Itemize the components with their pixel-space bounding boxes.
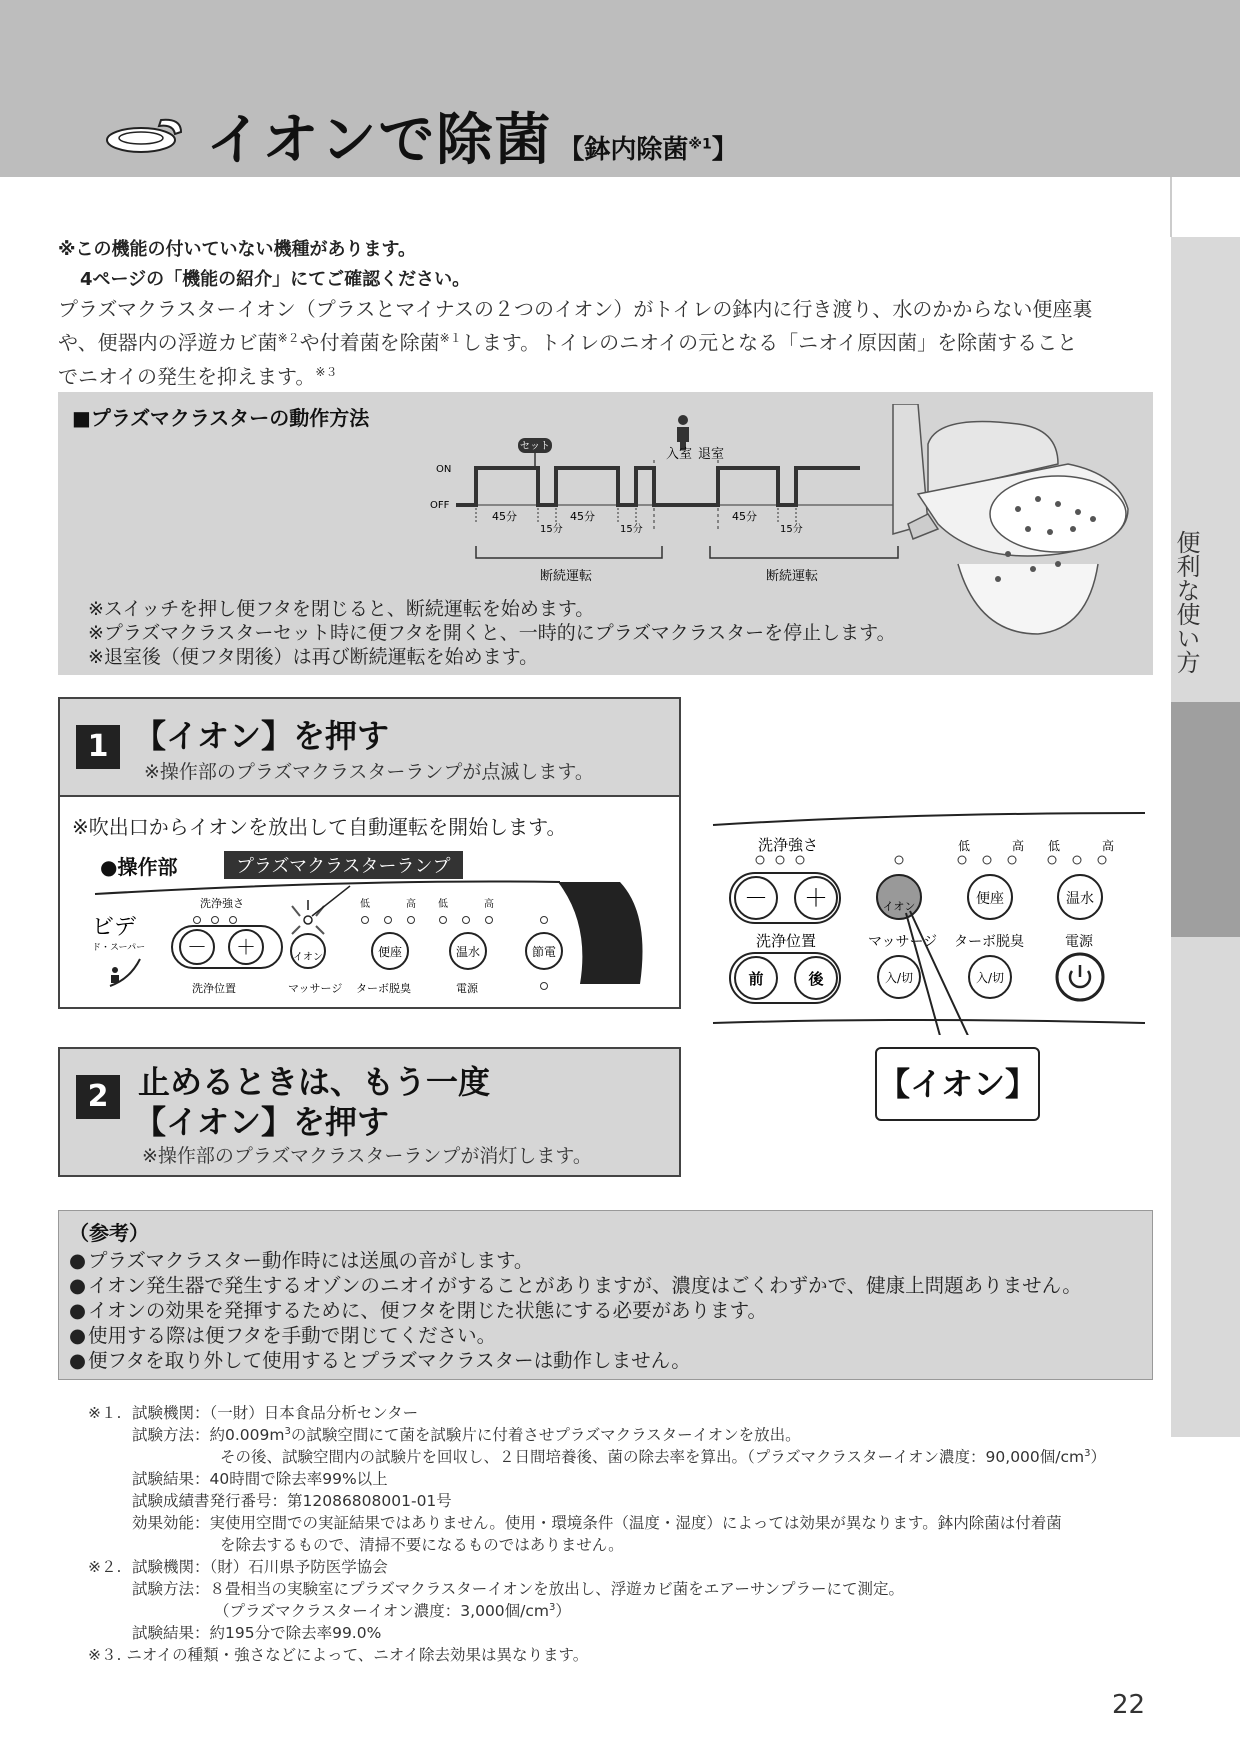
svg-text:温水: 温水 <box>455 945 481 959</box>
footnote-3: ※３. ニオイの種類・強さなどによって、ニオイ除去効果は異なります。 <box>88 1646 589 1664</box>
svg-text:高: 高 <box>406 899 416 910</box>
plasma-lamp-small <box>304 916 312 924</box>
step-2-sub: ※操作部のプラズマクラスターランプが消灯します。 <box>142 1145 592 1167</box>
svg-text:イオン: イオン <box>293 952 323 963</box>
reference-item: ● イオン発生器で発生するオゾンのニオイがすることがありますが、濃度はごくわずかで、健康上問題ありません。 <box>69 1273 1142 1298</box>
notice-line-2: 4ページの「機能の紹介」にてご確認ください。 <box>80 269 471 290</box>
interval-15-b: 15分 <box>620 524 643 535</box>
timing-diagram <box>428 400 928 600</box>
on-label: ON <box>436 464 452 475</box>
svg-text:高: 高 <box>1012 839 1025 853</box>
turbo-small: ターボ脱臭 <box>356 982 411 995</box>
off-label: OFF <box>430 500 450 511</box>
svg-text:後: 後 <box>808 970 824 988</box>
operation-note-1: ※スイッチを押し便フタを閉じると、断続運転を始めます。 <box>88 598 595 620</box>
interval-45-a: 45分 <box>492 510 517 523</box>
svg-text:節電: 節電 <box>531 945 557 959</box>
toilet-seat-icon <box>103 112 185 156</box>
step-1-box <box>58 697 681 1009</box>
footnote-2-result: 試験結果：約195分で除去率99.0% <box>132 1624 382 1642</box>
bidet-sub-label: ド・スーパー <box>92 943 146 953</box>
lamp-blink-rays <box>292 900 324 934</box>
svg-text:便座: 便座 <box>976 891 1004 907</box>
svg-text:低: 低 <box>438 899 448 910</box>
svg-text:低: 低 <box>1048 839 1061 853</box>
toilet-illustration <box>888 404 1148 644</box>
footnote-1-report: 試験成績書発行番号：第12086808001-01号 <box>132 1492 452 1510</box>
footnote-2-method: 試験方法：８畳相当の実験室にプラズマクラスターイオンを放出し、浮遊カビ菌をエアーサンプラーにて測定。 <box>132 1580 905 1598</box>
bidet-label: ビデ <box>92 915 137 940</box>
wash-position-small: 洗浄位置 <box>192 982 236 995</box>
side-tab-label: 便利な使い方 <box>1172 530 1200 674</box>
interval-15-a: 15分 <box>540 524 563 535</box>
step-2-title-line-1: 止めるときは、もう一度 <box>138 1063 491 1101</box>
control-panel-small <box>60 874 679 1007</box>
wash-strength-large: 洗浄強さ <box>758 836 819 854</box>
wash-position-large: 洗浄位置 <box>756 932 817 950</box>
step-1-number: 1 <box>76 725 120 769</box>
intermittent-label-a: 断続運転 <box>540 569 593 584</box>
page-title: イオンで除菌 <box>206 108 553 173</box>
ion-callout: 【イオン】 <box>875 1047 1040 1121</box>
side-tab-highlight <box>1171 702 1240 937</box>
operation-box <box>58 392 1153 675</box>
svg-text:低: 低 <box>958 839 971 853</box>
step-2-box <box>58 1047 681 1177</box>
svg-text:入/切: 入/切 <box>975 971 1005 985</box>
svg-text:便座: 便座 <box>377 945 403 959</box>
step-1-sub: ※操作部のプラズマクラスターランプが点滅します。 <box>144 761 594 783</box>
footnote-1-org: 試験機関：（一財）日本食品分析センター <box>132 1404 419 1422</box>
footnote-1-method: 試験方法：約$0.009m^3$の試験空間にて菌を試験片に付着させプラズマクラスターイオンを放出。 <box>132 1425 801 1444</box>
intro-paragraph: プラズマクラスターイオン（プラスとマイナスの２つのイオン）がトイレの鉢内に行き渡り、水のかからない便座裏 や、便器内の浮遊カビ菌$^{※2}$や付着菌を除菌$^{※1}$します。トイレのニオイの元となる「ニオイ原因菌」を除菌すること でニオイの発生を抑えます。$^{※3}$ <box>58 297 1093 389</box>
panel-label: ●操作部 <box>100 855 178 879</box>
interval-45-c: 45分 <box>732 510 757 523</box>
svg-text:＋: ＋ <box>804 884 828 912</box>
footnote-1-label: ※１. <box>88 1404 122 1422</box>
svg-text:イオン: イオン <box>882 900 916 913</box>
intermittent-label-b: 断続運転 <box>766 569 819 584</box>
turbo-large: ターボ脱臭 <box>954 934 1024 950</box>
set-label: セット <box>520 441 550 452</box>
svg-text:低: 低 <box>360 899 370 910</box>
interval-45-b: 45分 <box>570 510 595 523</box>
exit-label: 退室 <box>698 447 725 462</box>
enter-label: 入室 <box>666 447 693 462</box>
footnote-2-method-2: （プラズマクラスターイオン濃度：3,000個$/cm^3$） <box>214 1601 571 1620</box>
interval-15-c: 15分 <box>780 524 803 535</box>
step-2-title-line-2: 【イオン】を押す <box>134 1103 390 1141</box>
reference-box <box>58 1210 1153 1380</box>
side-divider <box>1170 177 1172 237</box>
massage-large: マッサージ <box>868 934 938 950</box>
footnote-1-effect-2: を除去するもので、清掃不要になるものではありません。 <box>220 1536 624 1554</box>
footnote-1-method-2: その後、試験空間内の試験片を回収し、２日間培養後、菌の除去率を算出。（プラズマクラスターイオン濃度：90,000個$/cm^3$） <box>220 1447 1107 1466</box>
step-1-note: ※吹出口からイオンを放出して自動運転を開始します。 <box>72 815 567 839</box>
lamp-label: プラズマクラスターランプ <box>224 851 463 879</box>
operation-note-2: ※プラズマクラスターセット時に便フタを開くと、一時的にプラズマクラスターを停止します。 <box>88 622 896 644</box>
page-number: 22 <box>1112 1690 1146 1720</box>
massage-small: マッサージ <box>288 982 343 995</box>
svg-text:－: － <box>187 935 207 959</box>
operation-note-3: ※退室後（便フタ閉後）は再び断続運転を始めます。 <box>88 646 539 668</box>
step-2-number: 2 <box>76 1075 120 1119</box>
operation-title: ■プラズマクラスターの動作方法 <box>72 406 370 430</box>
footnote-2-label: ※２. <box>88 1558 122 1576</box>
svg-text:温水: 温水 <box>1066 891 1094 907</box>
reference-item: ● イオンの効果を発揮するために、便フタを閉じた状態にする必要があります。 <box>69 1298 1142 1323</box>
svg-text:＋: ＋ <box>236 935 256 959</box>
footnote-1-result: 試験結果：40時間で除去率99%以上 <box>132 1470 388 1488</box>
svg-text:－: － <box>744 884 768 912</box>
control-panel-large <box>710 805 1150 1035</box>
power-large: 電源 <box>1065 934 1093 950</box>
notice-line-1: ※この機能の付いていない機種があります。 <box>58 239 417 260</box>
page-subtitle: 【鉢内除菌$^{※1}$】 <box>558 135 738 165</box>
svg-text:前: 前 <box>748 970 764 988</box>
footnote-2-org: 試験機関：（財）石川県予防医学協会 <box>132 1558 388 1576</box>
svg-text:入/切: 入/切 <box>884 971 914 985</box>
step-1-header <box>60 699 679 797</box>
reference-item: ● 使用する際は便フタを手動で閉じてください。 <box>69 1323 1142 1348</box>
step-1-title: 【イオン】を押す <box>134 717 390 755</box>
wash-strength-small: 洗浄強さ <box>200 897 244 910</box>
power-small: 電源 <box>456 982 478 995</box>
footnote-1-effect: 効果効能：実使用空間での実証結果ではありません。使用・環境条件（温度・湿度）によっては効果が異なります。鉢内除菌は付着菌 <box>132 1514 1062 1532</box>
side-tab-lower <box>1171 937 1240 1437</box>
reference-item: ● 便フタを取り外して使用するとプラズマクラスターは動作しません。 <box>69 1348 1142 1373</box>
reference-title: （参考） <box>69 1221 149 1245</box>
svg-text:高: 高 <box>484 899 494 910</box>
svg-text:高: 高 <box>1102 839 1115 853</box>
reference-item: ● プラズマクラスター動作時には送風の音がします。 <box>69 1248 1142 1273</box>
